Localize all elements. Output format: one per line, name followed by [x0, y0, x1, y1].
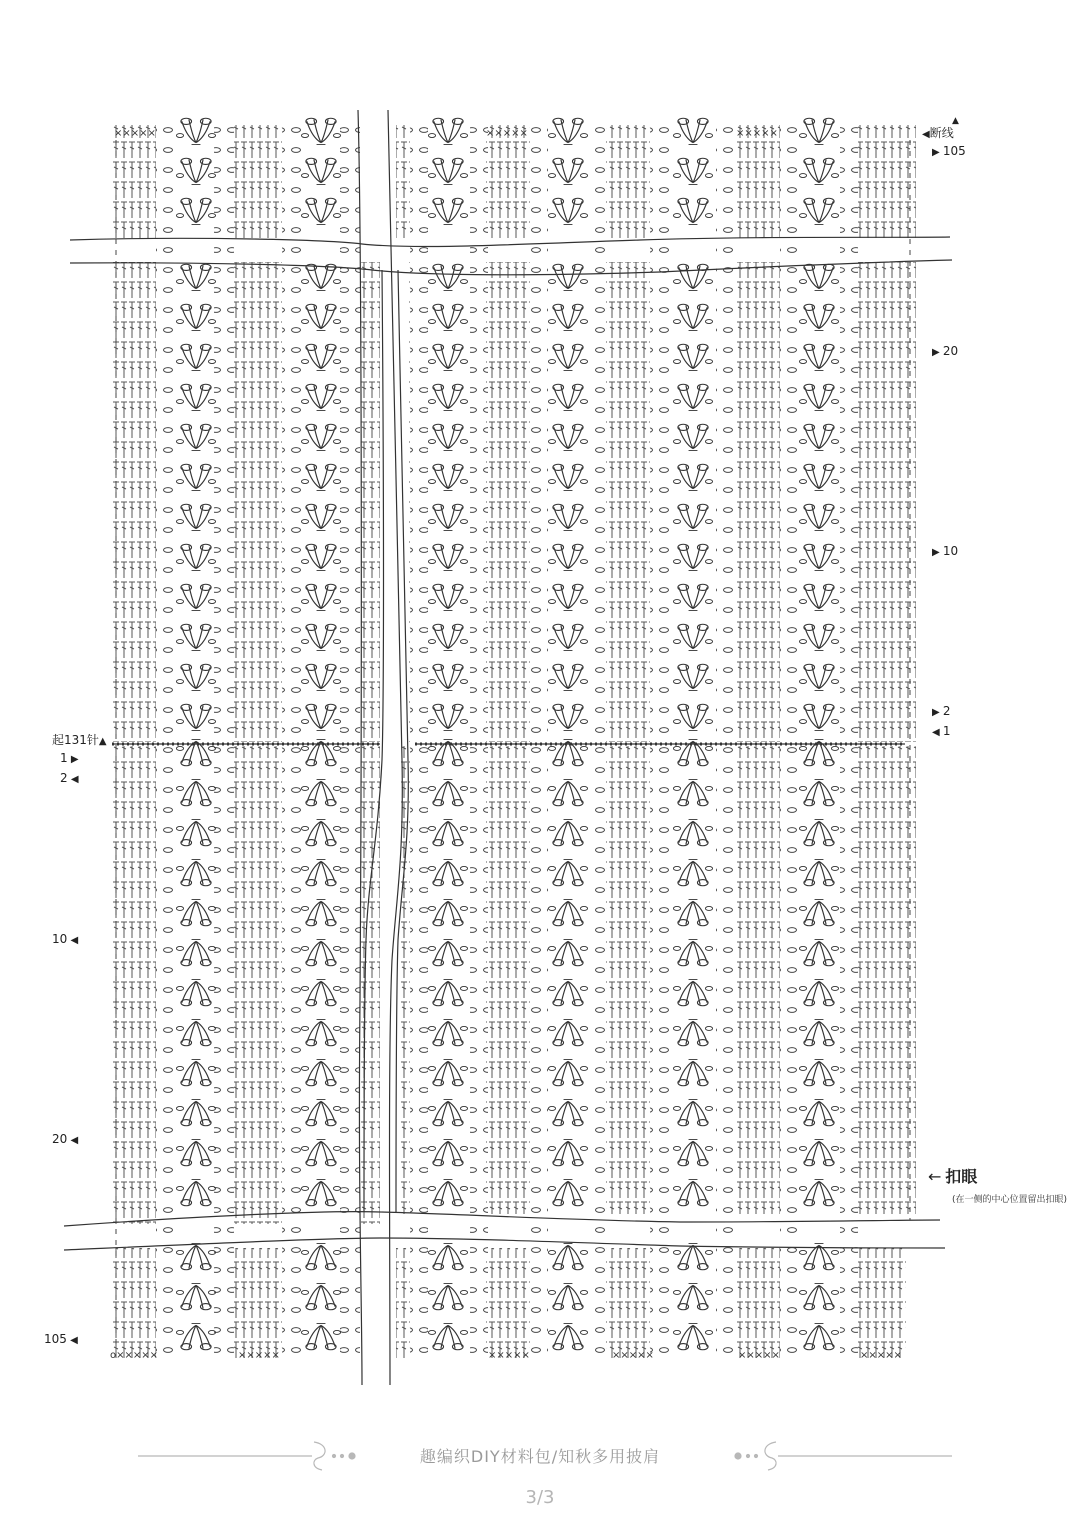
- right-row-mark-1: ◀ 1: [932, 724, 951, 738]
- triangle-arrow-icon: ▶: [67, 754, 79, 765]
- svg-text:×××××: ×××××: [488, 1350, 530, 1361]
- left-row-mark-1: 1 ▶: [60, 751, 79, 765]
- left-arrow-icon: ←: [928, 1167, 942, 1186]
- svg-text:×××××: ×××××: [114, 128, 156, 139]
- svg-text:×××××: ×××××: [238, 1350, 280, 1361]
- left-row-mark-2: 2 ◀: [60, 771, 79, 785]
- chart-body: [112, 118, 916, 1363]
- svg-text:×××××: ×××××: [612, 1350, 654, 1361]
- triangle-arrow-icon: ▶: [932, 147, 943, 158]
- triangle-arrow-icon: ◀: [67, 774, 79, 785]
- cut-yarn-text: 断线: [929, 126, 954, 140]
- svg-text:×××××: ×××××: [860, 1350, 902, 1361]
- triangle-arrow-icon: ◀: [932, 727, 943, 738]
- svg-text:×××××: ×××××: [738, 1350, 780, 1361]
- right-row-mark-105: ▶ 105: [932, 144, 966, 158]
- triangle-arrow-icon: ◀: [67, 1135, 79, 1146]
- triangle-arrow-icon: ▶: [932, 347, 943, 358]
- triangle-arrow-icon: ◀: [922, 129, 930, 140]
- buttonhole-label: ← 扣眼: [928, 1167, 978, 1186]
- right-row-mark-20: ▶ 20: [932, 344, 959, 358]
- triangle-arrow-icon: ▶: [932, 707, 943, 718]
- footer-title: 趣编织DIY材料包/知秋多用披肩: [419, 1447, 661, 1466]
- triangle-arrow-icon: ◀: [66, 1335, 78, 1346]
- right-row-mark-10: ▶ 10: [932, 544, 959, 558]
- start-chain-label: 起131针▲: [52, 733, 107, 747]
- triangle-arrow-icon: ◀: [67, 935, 79, 946]
- page-number: 3/3: [525, 1487, 555, 1508]
- left-row-mark-10: 10 ◀: [52, 932, 79, 946]
- left-row-mark-105: 105 ◀: [44, 1332, 78, 1346]
- left-row-mark-20: 20 ◀: [52, 1132, 79, 1146]
- svg-text:o×××××: o×××××: [110, 1350, 159, 1361]
- cut-yarn-label: [922, 126, 954, 142]
- triangle-arrow-icon: ▲: [952, 116, 959, 126]
- triangle-arrow-icon: ▶: [932, 547, 943, 558]
- right-row-mark-2: ▶ 2: [932, 704, 951, 718]
- svg-text:×××××: ×××××: [736, 128, 778, 139]
- buttonhole-note: (在一侧的中心位置留出扣眼): [952, 1195, 1068, 1205]
- svg-text:×××××: ×××××: [486, 128, 528, 139]
- triangle-arrow-icon: ▲: [98, 736, 107, 747]
